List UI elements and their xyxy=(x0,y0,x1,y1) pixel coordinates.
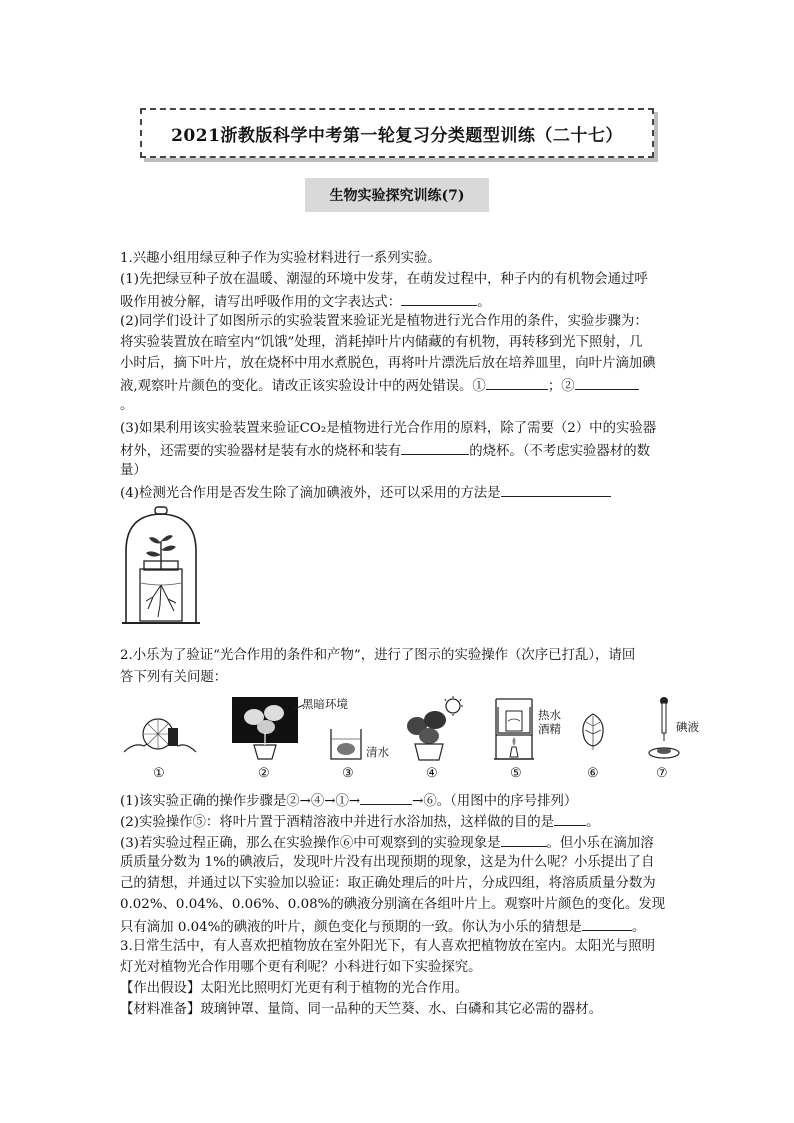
q1-line-2: (1)先把绿豆种子放在温暖、潮湿的环境中发芽，在萌发过程中，种子内的有机物会通过呼 xyxy=(120,272,648,287)
q1-line-1: 1.兴趣小组用绿豆种子作为实验材料进行一系列实验。 xyxy=(120,251,441,266)
step-2-dark-figure xyxy=(232,697,298,761)
q1-line-4: (2)同学们设计了如图所示的实验装置来验证光是植物进行光合作用的条件，实验步骤为： xyxy=(120,314,648,329)
answer-blank[interactable] xyxy=(401,291,477,306)
q1-line-6: 小时后，摘下叶片，放在烧杯中用水煮脱色，再将叶片漂洗后放在培养皿里，向叶片滴加碘 xyxy=(120,356,656,371)
q1-line-12 xyxy=(120,482,611,504)
q2-sub-2-end: 。 xyxy=(586,815,600,830)
q2-sub-3-line-5-text: 只有滴加 0.04%的碘液的叶片，颜色变化与预期的一致。你认为小乐的猜想是 xyxy=(120,920,582,935)
figure-number-2: ② xyxy=(258,766,270,781)
answer-blank[interactable] xyxy=(554,811,586,826)
q2-sub-2 xyxy=(120,811,599,833)
q2-line-2: 答下列有关问题： xyxy=(120,670,228,685)
q1-line-7 xyxy=(120,375,639,397)
q1-line-7-mid: ；② xyxy=(547,379,575,394)
answer-blank[interactable] xyxy=(486,375,548,390)
q2-sub-3-line-3: 己的猜想，并通过以下实验加以验证：取正确处理后的叶片，分成四组，将溶质质量分数为 xyxy=(120,876,656,891)
q1-line-12-text: (4)检测光合作用是否发生除了滴加碘液外，还可以采用的方法是 xyxy=(120,486,501,501)
answer-blank[interactable] xyxy=(501,832,547,847)
answer-blank[interactable] xyxy=(575,375,639,390)
step-5-water-bath-figure xyxy=(492,697,536,761)
page-title xyxy=(140,108,654,158)
q2-sub-3-text: (3)若实验过程正确，那么在实验操作⑥中可观察到的实验现象是 xyxy=(120,836,501,851)
figure-number-5: ⑤ xyxy=(510,766,522,781)
section-subtitle xyxy=(305,178,489,212)
q1-line-3 xyxy=(120,291,491,313)
q2-sub-3-line-4: 0.02%、0.04%、0.06%、0.08%的碘液分别滴在各组叶片上。观察叶片颜色的变化。发现 xyxy=(120,897,666,912)
q1-line-11: 量） xyxy=(120,463,147,478)
water-label: 清水 xyxy=(366,745,389,759)
figure-number-4: ④ xyxy=(426,766,438,781)
q2-sub-3-mid: 。但小乐在滴加溶 xyxy=(546,836,654,851)
alcohol-label: 酒精 xyxy=(538,722,561,736)
step-6-leaf-figure xyxy=(580,712,606,752)
answer-blank[interactable] xyxy=(582,916,632,931)
answer-blank[interactable] xyxy=(360,790,412,805)
q2-sub-3-line-2: 质质量分数为 1%的碘液后，发现叶片没有出现预期的现象，这是为什么呢？小乐提出了自 xyxy=(120,855,655,870)
q1-line-8: 。 xyxy=(120,398,134,413)
dark-label-pointer xyxy=(294,703,306,711)
q1-line-10 xyxy=(120,440,650,462)
figure-number-6: ⑥ xyxy=(587,766,599,781)
bell-jar-figure xyxy=(118,505,204,627)
q1-line-5: 将实验装置放在暗室内“饥饿”处理，消耗掉叶片内储藏的有机物，再转移到光下照射，几 xyxy=(120,335,643,350)
answer-blank[interactable] xyxy=(401,440,469,455)
q2-sub-2-text: (2)实验操作⑤：将叶片置于酒精溶液中并进行水浴加热，这样做的目的是 xyxy=(120,815,555,830)
step-4-sunlight-figure xyxy=(403,696,465,762)
q1-line-3-text: 吸作用被分解，请写出呼吸作用的文字表达式： xyxy=(120,295,402,310)
dark-environment-label: 黑暗环境 xyxy=(302,697,348,711)
section-subtitle-text: 生物实验探究训练(7) xyxy=(329,188,465,204)
figure-number-3: ③ xyxy=(342,766,354,781)
q2-line-1: 2.小乐为了验证“光合作用的条件和产物”，进行了图示的实验操作（次序已打乱），请回 xyxy=(120,648,636,663)
q2-sub-1 xyxy=(120,790,577,812)
q3-line-2: 灯光对植物光合作用哪个更有利呢？小科进行如下实验探究。 xyxy=(120,960,482,975)
q2-sub-1-end: →⑥。（用图中的序号排列） xyxy=(412,794,578,809)
q1-line-7-text: 液,观察叶片颜色的变化。请改正该实验设计中的两处错误。① xyxy=(120,379,486,394)
figure-number-7: ⑦ xyxy=(656,766,668,781)
q3-line-3: 【作出假设】太阳光比照明灯光更有利于植物的光合作用。 xyxy=(120,981,469,996)
q3-line-1: 3.日常生活中，有人喜欢把植物放在室外阳光下，有人喜欢把植物放在室内。太阳光与照明 xyxy=(120,939,656,954)
step-3-beaker-figure xyxy=(328,727,364,761)
iodine-label: 碘液 xyxy=(676,720,699,734)
q2-sub-3-line-5-end: 。 xyxy=(631,920,646,935)
q2-sub-1-text: (1)该实验正确的操作步骤是②→④→①→ xyxy=(120,794,361,809)
q1-line-3-end: 。 xyxy=(477,295,491,310)
q1-line-10-text: 材外，还需要的实验器材是装有水的烧杯和装有 xyxy=(120,444,402,459)
hot-water-label: 热水 xyxy=(538,708,561,722)
figure-number-1: ① xyxy=(153,766,165,781)
q1-line-9: (3)如果利用该实验装置来验证CO₂是植物进行光合作用的原料，除了需要（2）中的实验器 xyxy=(120,421,657,436)
q2-sub-3 xyxy=(120,832,654,854)
answer-blank[interactable] xyxy=(501,482,611,497)
q1-line-10-end: 的烧杯。（不考虑实验器材的数 xyxy=(469,444,650,459)
q2-sub-3-line-5 xyxy=(120,916,645,938)
page-title-text: 2021浙教版科学中考第一轮复习分类题型训练（二十七） xyxy=(171,125,623,146)
q3-line-4: 【材料准备】玻璃钟罩、量筒、同一品种的天竺葵、水、白磷和其它必需的器材。 xyxy=(120,1002,603,1017)
step-1-cover-leaf-figure xyxy=(120,712,200,760)
